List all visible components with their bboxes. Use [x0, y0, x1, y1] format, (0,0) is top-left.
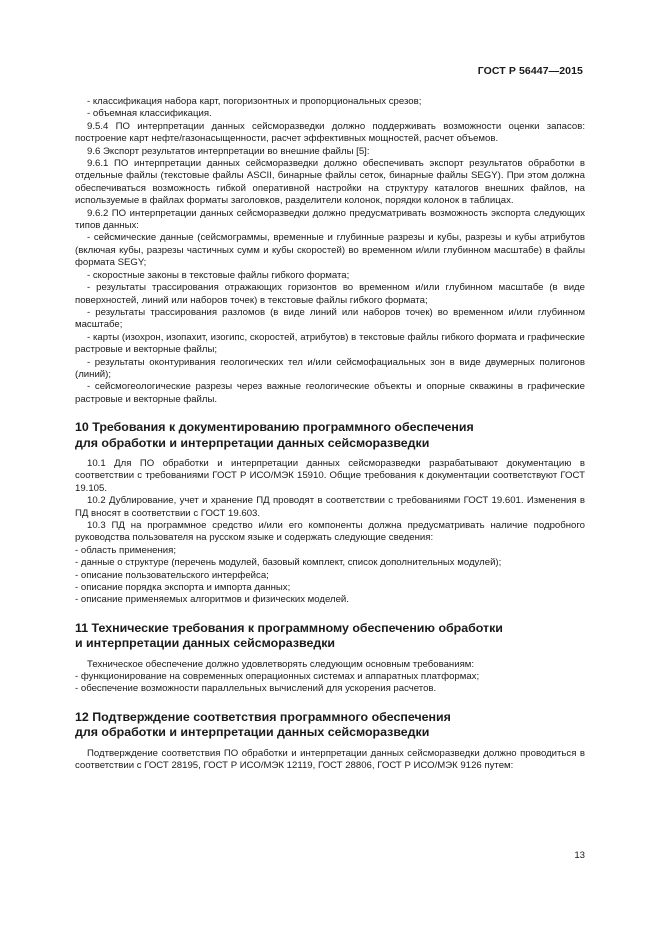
list-item: - скоростные законы в текстовые файлы гибкого формата;	[87, 269, 350, 281]
paragraph: Подтверждение соответствия ПО обработки и интерпретации данных сейсморазведки должно проводиться в соответствии с ГОСТ 28195, ГОСТ Р ИСО/МЭК 12119, ГОСТ 28806, ГОСТ Р ИСО/МЭК 9126 путем:	[75, 747, 585, 772]
page-number: 13	[574, 850, 585, 861]
list-item: - область применения;	[75, 544, 177, 556]
paragraph: 9.6.2 ПО интерпретации данных сейсморазведки должно предусматривать возможность экспорта следующих типов данных:	[75, 207, 585, 232]
list-item: - описание пользовательского интерфейса;	[75, 569, 269, 581]
list-item: - обеспечение возможности параллельных вычислений для ускорения расчетов.	[75, 683, 437, 695]
section-title-line: и интерпретации данных сейсморазведки	[75, 636, 336, 651]
list-item: - функционирование на современных операционных системах и аппаратных платформах;	[75, 671, 480, 683]
list-item: - результаты трассирования разломов (в виде линий или наборов точек) во временном и/или глубинном масштабе;	[75, 306, 585, 331]
paragraph: 10.2 Дублирование, учет и хранение ПД проводят в соответствии с требованиями ГОСТ 19.601. Изменения в ПД вносят в соответствии с ГОСТ 19.603.	[75, 495, 585, 519]
section-title-line: для обработки и интерпретации данных сейсморазведки	[75, 435, 430, 450]
section-title-line: 12 Подтверждение соответствия программного обеспечения	[75, 709, 451, 724]
list-item: - описание применяемых алгоритмов и физических моделей.	[75, 594, 349, 606]
section-title-line: для обработки и интерпретации данных сейсморазведки	[75, 725, 430, 740]
list-item: - результаты оконтуривания геологических тел и/или сейсмофациальных зон в виде двумерных полигонов (линий);	[75, 356, 585, 380]
section-title-line: 10 Требования к документированию программного обеспечения	[75, 420, 474, 435]
section-10-body	[75, 458, 585, 607]
list-item: - описание порядка экспорта и импорта данных;	[75, 582, 291, 594]
paragraph: Техническое обеспечение должно удовлетворять следующим основным требованиям:	[87, 658, 475, 670]
paragraph: 10.1 Для ПО обработки и интерпретации данных сейсморазведки разрабатывают документацию в соответствии с требованиями ГОСТ Р ИСО/МЭК 15910. Общие требования к документации соответствуют ГОСТ 19.105.	[75, 457, 585, 494]
paragraph: 9.6.1 ПО интерпретации данных сейсморазведки должно обеспечивать экспорт результатов обработки в отдельные файлы (текстовые файлы ASCII, бинарные файлы сеток, бинарные файлы SEGY). При этом должна обеспечиваться возможность гибкой оперативной настройки на структуру каталогов внешних файлов, на используемые в файлах форматы заголовков, разделители колонок, порядки колонок в таблицах.	[75, 158, 585, 207]
list-item: - сейсмические данные (сейсмограммы, временные и глубинные разрезы и кубы, разрезы и кубы атрибутов (включая кубы, разрезы частичных сумм и кубы скоростей) во временном и/или глубинном масштабе) в файлы формата SEGY;	[75, 232, 585, 269]
section-12-heading	[75, 710, 585, 741]
document-body	[75, 96, 585, 773]
standard-code-header: ГОСТ Р 56447—2015	[477, 65, 583, 77]
paragraph: - объемная классификация.	[87, 108, 212, 120]
section-12-body	[75, 748, 585, 773]
list-item: - результаты трассирования отражающих горизонтов во временном и/или глубинном масштабе (в виде поверхностей, линий или наборов точек) в текстовые файлы гибкого формата;	[75, 282, 585, 306]
section-10-heading	[75, 420, 585, 451]
list-item: - данные о структуре (перечень модулей, базовый комплект, список дополнительных модулей);	[75, 557, 502, 569]
list-item: - сейсмогеологические разрезы через важные геологические объекты и опорные скважины в графические растровые и векторные файлы.	[75, 381, 585, 405]
section-title-line: 11 Технические требования к программному обеспечению обработки	[75, 620, 503, 635]
paragraph: 10.3 ПД на программное средство и/или его компоненты должна предусматривать наличие подробного руководства пользователя на русском языке и содержать следующие сведения:	[75, 520, 585, 544]
section-9-continuation	[75, 96, 585, 406]
paragraph: - классификация набора карт, погоризонтных и пропорциональных срезов;	[87, 96, 422, 107]
paragraph: 9.5.4 ПО интерпретации данных сейсморазведки должно поддерживать возможности оценки запасов: построение карт нефте/газонасыщенности, расчет эффективных мощностей, расчет объемов.	[75, 120, 585, 145]
paragraph: 9.6 Экспорт результатов интерпретации во внешние файлы [5]:	[87, 145, 370, 157]
section-11-body	[75, 659, 585, 696]
list-item: - карты (изохрон, изопахит, изогипс, скоростей, атрибутов) в текстовые файлы гибкого формата и графические растровые и векторные файлы;	[75, 331, 585, 356]
section-11-heading	[75, 621, 585, 652]
